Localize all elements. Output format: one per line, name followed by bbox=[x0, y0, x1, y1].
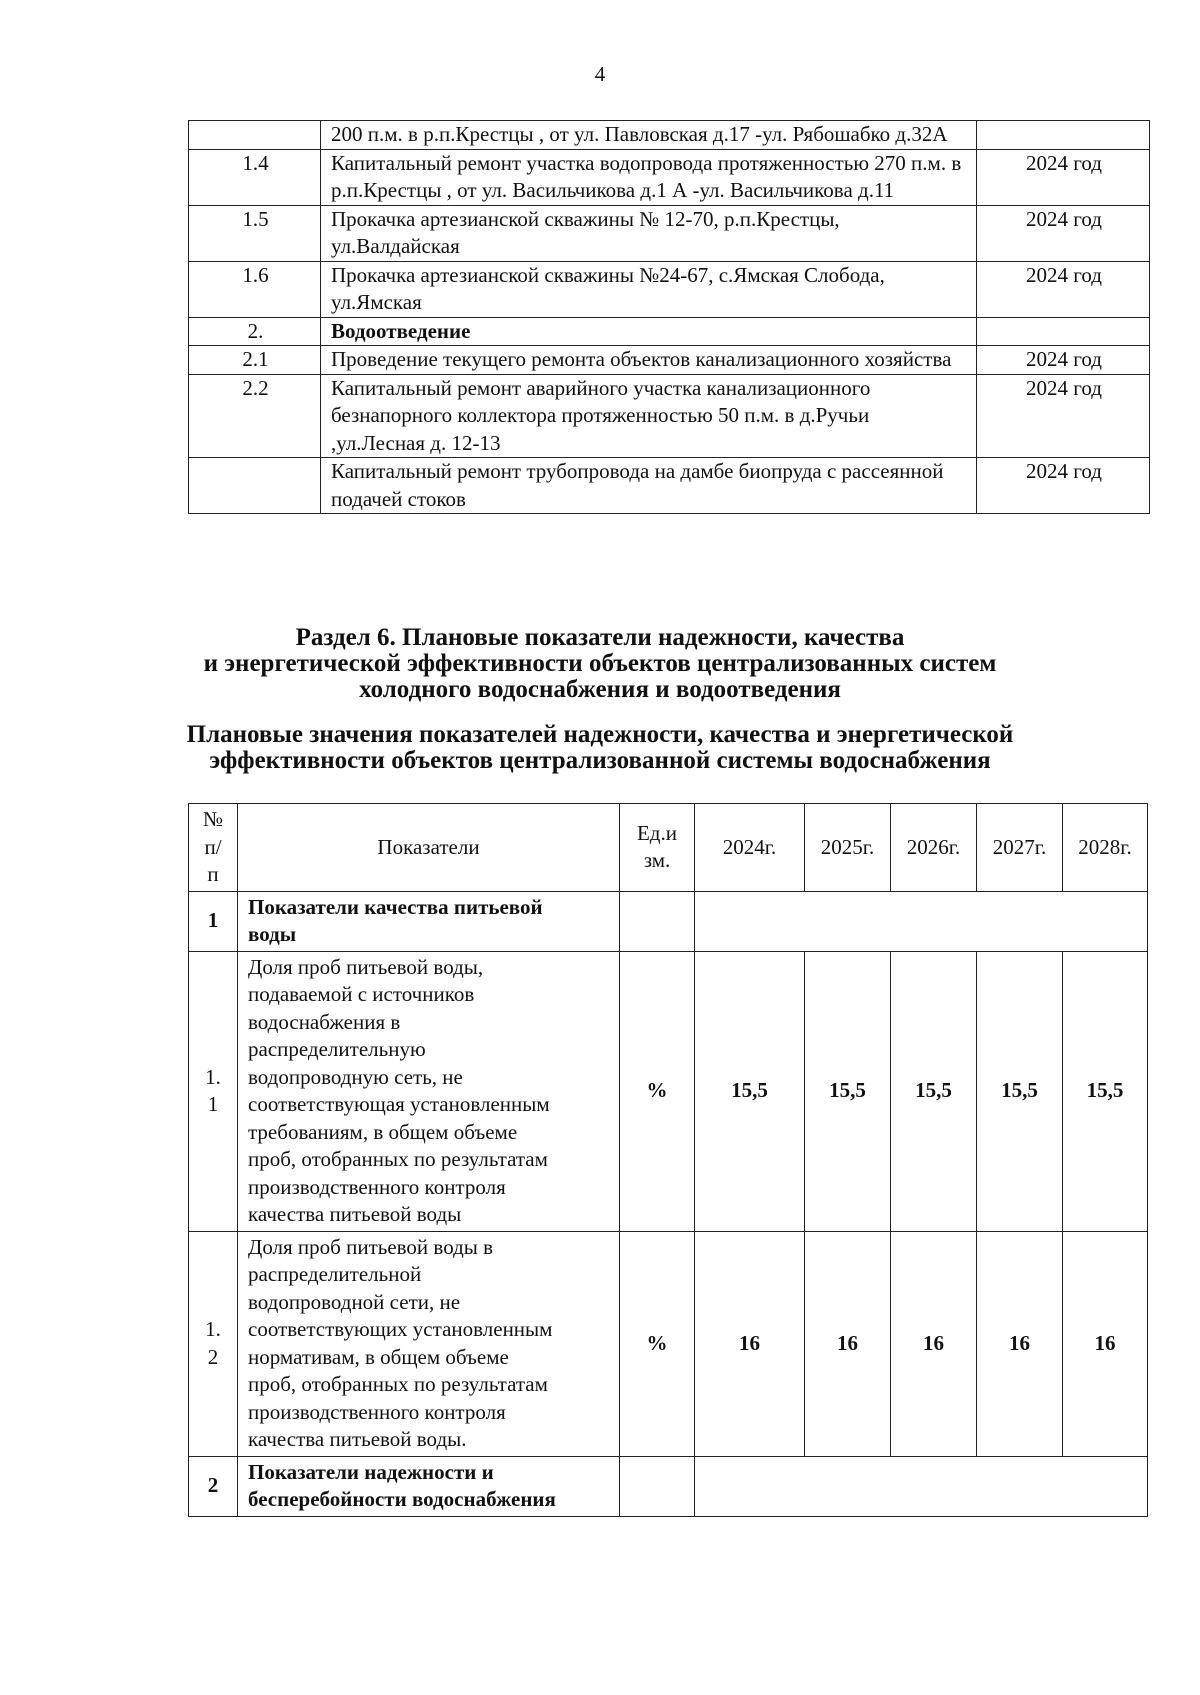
works-num: 1.4 bbox=[189, 149, 321, 205]
indicator-row bbox=[189, 951, 1148, 1231]
works-num: 1.5 bbox=[189, 205, 321, 261]
section-heading-line: холодного водоснабжения и водоотведения bbox=[359, 676, 841, 703]
works-num: 2. bbox=[189, 317, 321, 346]
table-heading-line: эффективности объектов централизованной системы водоснабжения bbox=[209, 747, 991, 774]
header-num bbox=[189, 804, 238, 892]
category-name-line: Показатели качества питьевой bbox=[248, 894, 543, 919]
works-table bbox=[188, 120, 1150, 514]
works-row bbox=[189, 205, 1150, 261]
works-row bbox=[189, 346, 1150, 375]
works-num: 1.6 bbox=[189, 261, 321, 317]
indicator-value: 15,5 bbox=[891, 951, 977, 1231]
indicator-name-line: соответствующая установленным bbox=[248, 1092, 550, 1116]
section-heading-line: Раздел 6. Плановые показатели надежности, качества bbox=[295, 624, 905, 651]
indicator-name bbox=[238, 1231, 620, 1456]
works-row bbox=[189, 121, 1150, 150]
works-num: 2.1 bbox=[189, 346, 321, 375]
header-unit bbox=[620, 804, 695, 892]
empty-cell bbox=[620, 1456, 695, 1516]
empty-cell bbox=[620, 891, 695, 951]
indicator-unit: % bbox=[620, 951, 695, 1231]
indicator-name-line: производственного контроля bbox=[248, 1399, 506, 1424]
works-row bbox=[189, 374, 1150, 458]
empty-cell bbox=[695, 1456, 1148, 1516]
works-description: Водоотведение bbox=[321, 317, 977, 346]
indicator-row bbox=[189, 1231, 1148, 1456]
indicator-name bbox=[238, 951, 620, 1231]
indicator-num-line: 1 bbox=[207, 1092, 219, 1116]
indicator-value: 15,5 bbox=[805, 951, 891, 1231]
section-heading bbox=[150, 625, 1050, 703]
indicator-value: 16 bbox=[1063, 1231, 1148, 1456]
category-num: 1 bbox=[189, 891, 238, 951]
header-year: 2028г. bbox=[1063, 804, 1148, 892]
empty-cell bbox=[695, 891, 1148, 951]
works-description: Капитальный ремонт аварийного участка канализационного безнапорного коллектора протяженностью 50 п.м. в д.Ручьи ,ул.Лесная д. 12-13 bbox=[321, 374, 977, 458]
indicator-name-line: водопроводную сеть, не bbox=[248, 1064, 463, 1089]
works-year: 2024 год bbox=[977, 458, 1150, 514]
indicator-name-line: распределительной bbox=[248, 1262, 422, 1286]
works-description: Капитальный ремонт трубопровода на дамбе биопруда с рассеянной подачей стоков bbox=[321, 458, 977, 514]
indicators-table bbox=[188, 803, 1148, 1517]
header-num-line: п bbox=[207, 862, 219, 886]
works-row bbox=[189, 458, 1150, 514]
header-year: 2024г. bbox=[695, 804, 805, 892]
category-num: 2 bbox=[189, 1456, 238, 1516]
works-description: Прокачка артезианской скважины №24-67, с.Ямская Слобода, ул.Ямская bbox=[321, 261, 977, 317]
indicator-name-line: подаваемой с источников bbox=[248, 982, 475, 1006]
header-unit-line: зм. bbox=[643, 848, 671, 873]
works-year: 2024 год bbox=[977, 205, 1150, 261]
indicator-value: 16 bbox=[977, 1231, 1063, 1456]
works-num: 2.2 bbox=[189, 374, 321, 458]
indicator-unit: % bbox=[620, 1231, 695, 1456]
category-name bbox=[238, 891, 620, 951]
indicators-header-row bbox=[189, 804, 1148, 892]
category-name-line: воды bbox=[248, 922, 297, 946]
category-name-line: Показатели надежности и bbox=[248, 1459, 494, 1484]
table-heading-line: Плановые значения показателей надежности, качества и энергетической bbox=[186, 721, 1014, 748]
category-name-line: бесперебойности водоснабжения bbox=[248, 1487, 556, 1511]
works-year bbox=[977, 317, 1150, 346]
works-row bbox=[189, 149, 1150, 205]
category-name bbox=[238, 1456, 620, 1516]
works-row bbox=[189, 261, 1150, 317]
header-unit-line: Ед.и bbox=[636, 820, 677, 845]
header-indicator: Показатели bbox=[238, 804, 620, 892]
header-num-line: № bbox=[202, 807, 224, 831]
works-description: Капитальный ремонт участка водопровода протяженностью 270 п.м. в р.п.Крестцы , от ул. Васильчикова д.1 А -ул. Васильчикова д.11 bbox=[321, 149, 977, 205]
works-description: Проведение текущего ремонта объектов канализационного хозяйства bbox=[321, 346, 977, 375]
indicator-value: 16 bbox=[891, 1231, 977, 1456]
indicator-name-line: водопроводной сети, не bbox=[248, 1289, 461, 1314]
indicator-value: 16 bbox=[695, 1231, 805, 1456]
header-year: 2026г. bbox=[891, 804, 977, 892]
page-number: 4 bbox=[594, 62, 606, 86]
works-description: Прокачка артезианской скважины № 12-70, р.п.Крестцы, ул.Валдайская bbox=[321, 205, 977, 261]
works-row bbox=[189, 317, 1150, 346]
header-year: 2025г. bbox=[805, 804, 891, 892]
indicator-value: 15,5 bbox=[977, 951, 1063, 1231]
indicator-value: 16 bbox=[805, 1231, 891, 1456]
indicator-name-line: качества питьевой воды bbox=[248, 1202, 462, 1226]
category-row bbox=[189, 891, 1148, 951]
indicator-name-line: производственного контроля bbox=[248, 1174, 506, 1199]
works-num bbox=[189, 458, 321, 514]
table-heading bbox=[150, 722, 1050, 774]
indicator-name-line: проб, отобранных по результатам bbox=[248, 1372, 548, 1396]
works-num bbox=[189, 121, 321, 150]
works-year bbox=[977, 121, 1150, 150]
indicator-num bbox=[189, 951, 238, 1231]
indicator-name-line: соответствующих установленным bbox=[248, 1317, 553, 1341]
category-row bbox=[189, 1456, 1148, 1516]
works-year: 2024 год bbox=[977, 346, 1150, 375]
works-description: 200 п.м. в р.п.Крестцы , от ул. Павловская д.17 -ул. Рябошабко д.32А bbox=[321, 121, 977, 150]
works-year: 2024 год bbox=[977, 374, 1150, 458]
indicator-num-line: 2 bbox=[207, 1344, 219, 1369]
indicator-name-line: Доля проб питьевой воды, bbox=[248, 954, 484, 979]
indicator-num-line: 1. bbox=[205, 1064, 221, 1089]
indicator-name-line: водоснабжения в bbox=[248, 1009, 401, 1034]
works-year: 2024 год bbox=[977, 261, 1150, 317]
works-year: 2024 год bbox=[977, 149, 1150, 205]
header-num-line: п/ bbox=[204, 834, 222, 859]
indicator-name-line: требованиям, в общем объеме bbox=[248, 1119, 518, 1144]
indicator-name-line: распределительную bbox=[248, 1037, 426, 1061]
indicator-name-line: качества питьевой воды. bbox=[248, 1427, 467, 1451]
indicator-num bbox=[189, 1231, 238, 1456]
header-year: 2027г. bbox=[977, 804, 1063, 892]
indicator-name-line: проб, отобранных по результатам bbox=[248, 1147, 548, 1171]
section-heading-line: и энергетической эффективности объектов централизованных систем bbox=[203, 650, 997, 677]
indicator-value: 15,5 bbox=[1063, 951, 1148, 1231]
indicator-num-line: 1. bbox=[205, 1317, 221, 1341]
indicator-name-line: нормативам, в общем объеме bbox=[248, 1344, 509, 1369]
indicator-name-line: Доля проб питьевой воды в bbox=[248, 1234, 494, 1259]
indicator-value: 15,5 bbox=[695, 951, 805, 1231]
